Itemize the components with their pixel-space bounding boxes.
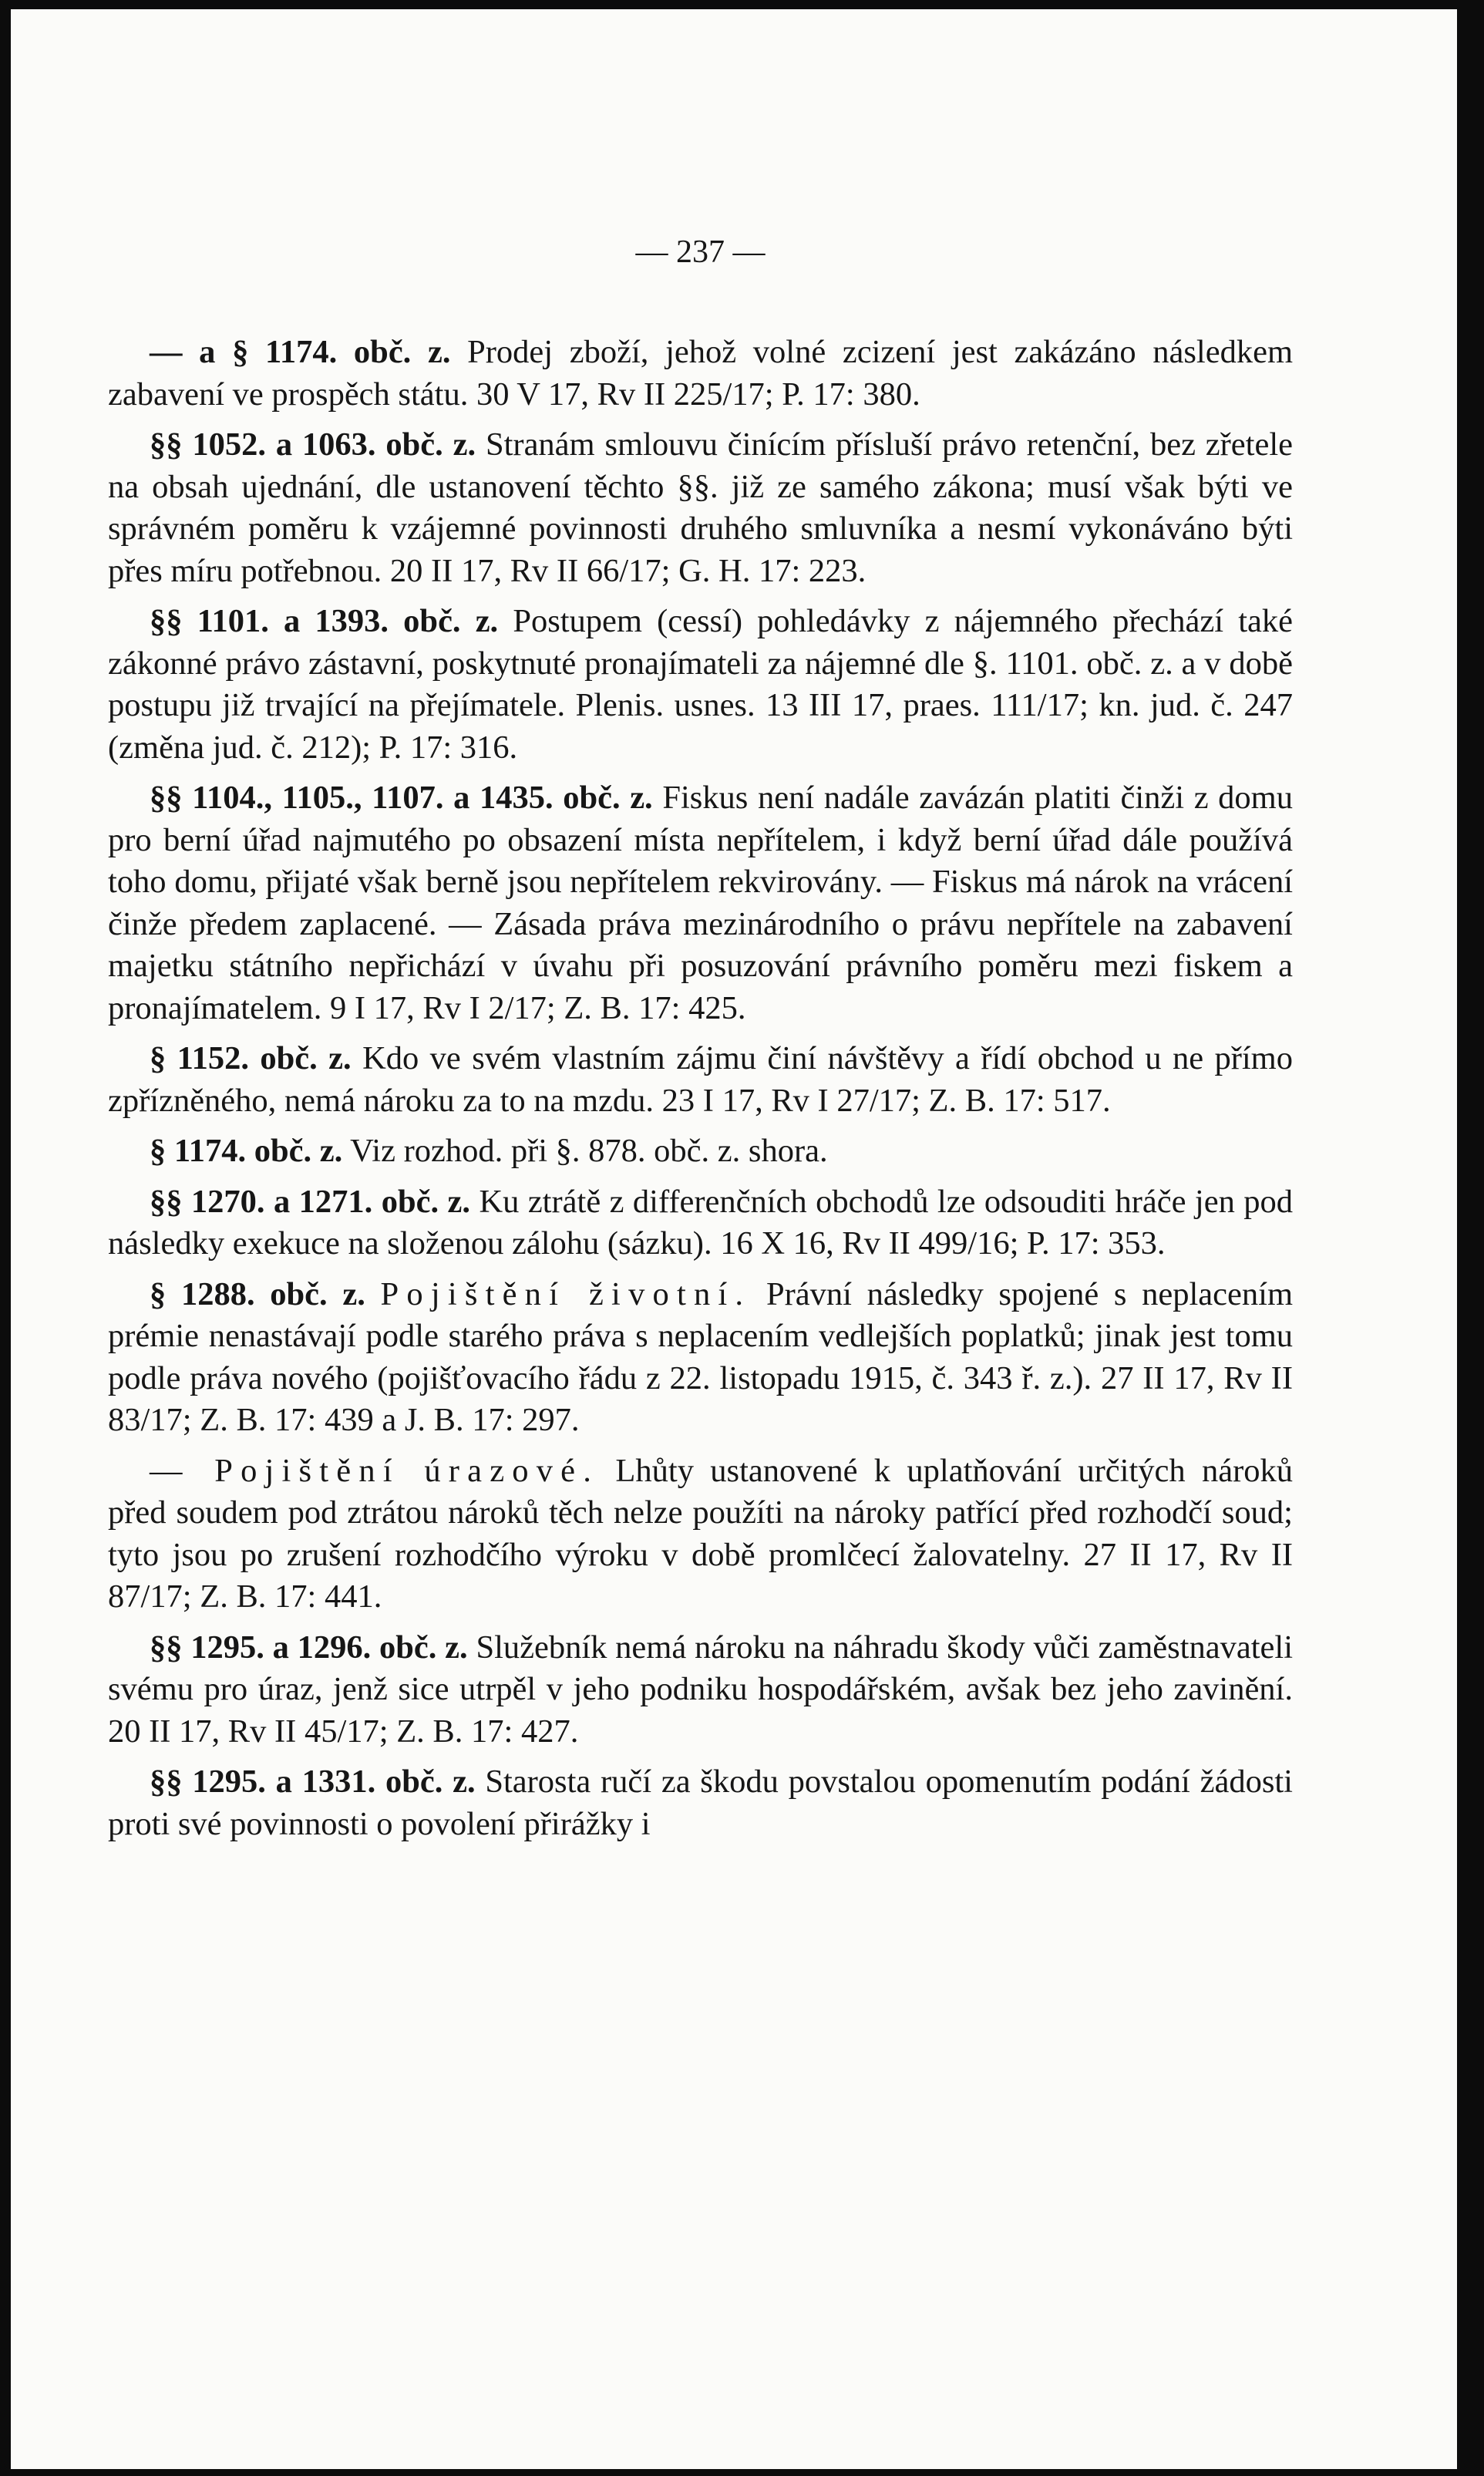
entry-ref: §§ 1295. a 1296. obč. z.: [150, 1629, 468, 1666]
entry-9: [108, 1450, 1293, 1619]
entry-text: Lhůty ustanovené k uplatňování určitých nároků před soudem pod ztrátou nároků těch nelze použíti na nároky patřící před rozhodčí soud; tyto jsou po zrušení rozhodčího výroku v době promlčecí žalovatelny. 27 II 17, Rv II 87/17; Z. B. 17: 441.: [108, 1452, 1293, 1615]
entry-ref: §§ 1104., 1105., 1107. a 1435. obč. z.: [150, 780, 653, 816]
entry-text: Viz rozhod. při §. 878. obč. z. shora.: [350, 1133, 828, 1169]
entry-text: Stranám smlouvu činícím přísluší právo retenční, bez zřetele na obsah ujednání, dle ustanovení těchto §§. již ze samého zákona; musí však býti ve správném poměru k vzájemné povinnosti druhého smluvníka a nesmí vykonáváno býti přes míru potřebnou. 20 II 17, Rv II 66/17; G. H. 17: 223.: [108, 426, 1294, 589]
entry-1: [108, 332, 1293, 416]
entry-2: [108, 424, 1293, 592]
entry-6: [108, 1130, 1293, 1173]
entry-5: [108, 1038, 1293, 1122]
page-number: — 237 —: [635, 234, 766, 270]
entry-11: [108, 1761, 1293, 1845]
paper-sheet: [11, 9, 1457, 2469]
entry-text: Právní následky spojené s neplacením prémie nenastávají podle starého práva s neplacením vedlejších poplatků; jinak jest tomu podle práva nového (pojišťovacího řádu z 22. listopadu 1915, č. 343 ř. z.). 27 II 17, Rv II 83/17; Z. B. 17: 439 a J. B. 17: 297.: [108, 1275, 1294, 1438]
entry-ref: §§ 1052. a 1063. obč. z.: [150, 426, 476, 463]
entries: [108, 332, 1293, 1845]
entry-ref: § 1174. obč. z.: [150, 1133, 343, 1169]
entry-ref: §§ 1101. a 1393. obč. z.: [150, 603, 499, 639]
entry-text: Služebník nemá nároku na náhradu škody vůči zaměstnavateli svému pro úraz, jenž sice utrpěl v jeho podniku hospodářském, avšak bez jeho zavinění. 20 II 17, Rv II 45/17; Z. B. 17: 427.: [108, 1629, 1293, 1750]
entry-ref: — a § 1174. obč. z.: [150, 334, 451, 370]
entry-subject: — Pojištění úrazové.: [150, 1452, 600, 1489]
entry-text: Ku ztrátě z differenčních obchodů lze odsouditi hráče jen pod následky exekuce na složenou zálohu (sázku). 16 X 16, Rv II 499/16; P. 17: 353.: [108, 1183, 1294, 1262]
entry-ref: §§ 1295. a 1331. obč. z.: [150, 1764, 476, 1800]
entry-text: Postupem (cessí) pohledávky z nájemného přechází také zákonné právo zástavní, poskytnuté pronajímateli za nájemné dle §. 1101. obč. z. a v době postupu již trvající na přejímatele. Plenis. usnes. 13 III 17, praes. 111/17; kn. jud. č. 247 (změna jud. č. 212); P. 17: 316.: [108, 603, 1293, 766]
entry-text: Prodej zboží, jehož volné zcizení jest zakázáno následkem zabavení ve prospěch státu. 30 V 17, Rv II 225/17; P. 17: 380.: [108, 334, 1294, 413]
entry-ref: §§ 1270. a 1271. obč. z.: [150, 1183, 471, 1220]
entry-ref: § 1288. obč. z.: [150, 1275, 365, 1312]
entry-subject: Pojištění životní.: [380, 1275, 752, 1312]
entry-3: [108, 601, 1293, 769]
entry-7: [108, 1181, 1293, 1265]
entry-text: Kdo ve svém vlastním zájmu činí návštěvy a řídí obchod u ne přímo zpřízněného, nemá nároku za to na mzdu. 23 I 17, Rv I 27/17; Z. B. 17: 517.: [108, 1040, 1293, 1119]
entry-8: [108, 1274, 1293, 1442]
entry-ref: § 1152. obč. z.: [150, 1040, 352, 1076]
entry-10: [108, 1627, 1293, 1753]
entry-text: Fiskus není nadále zavázán platiti činži z domu pro berní úřad najmutého po obsazení místa nepřítelem, i když berní úřad dále používá toho domu, přijaté však berně jsou nepřítelem rekvirovány. — Fiskus má nárok na vrácení činže předem zaplacené. — Zásada práva mezinárodního o právu nepřítele na zabavení majetku státního nepřichází v úvahu při posuzování právního poměru mezi fiskem a pronajímatelem. 9 I 17, Rv I 2/17; Z. B. 17: 425.: [108, 780, 1293, 1026]
entry-text: Starosta ručí za škodu povstalou opomenutím podání žádosti proti své povinnosti o povolení přirážky i: [108, 1764, 1293, 1842]
entry-4: [108, 777, 1293, 1029]
